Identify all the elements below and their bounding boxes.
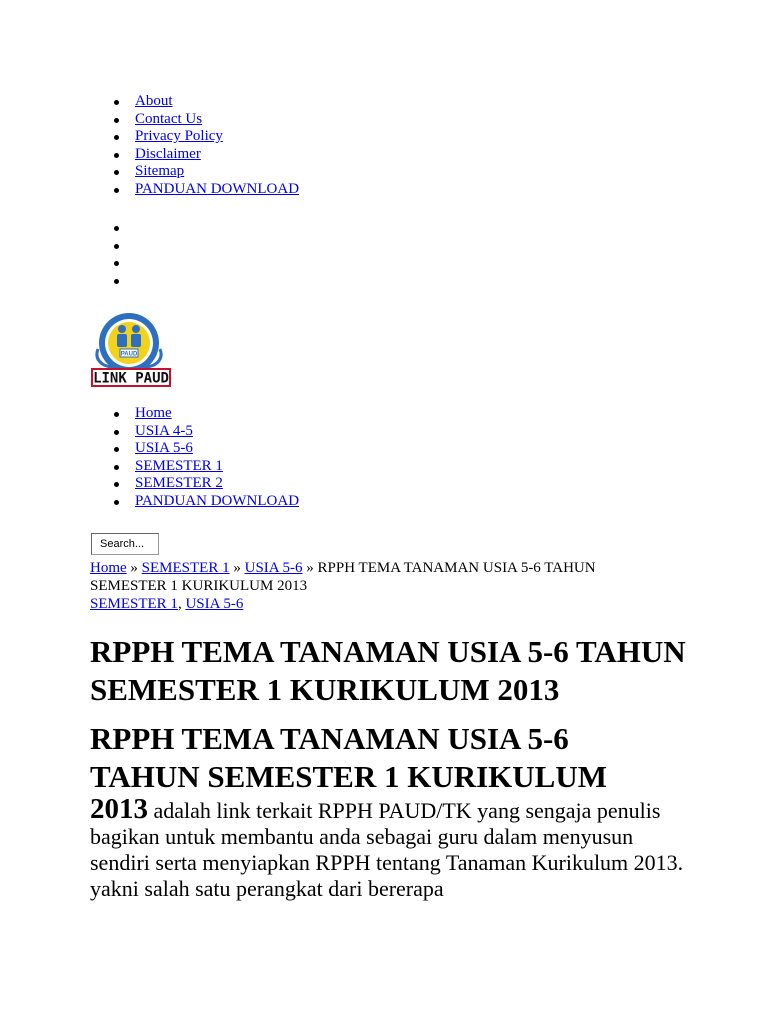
category-link-usia[interactable]: USIA 5-6 bbox=[185, 596, 244, 612]
nav-link-semester-1[interactable]: SEMESTER 1 bbox=[135, 457, 223, 474]
top-menu-link-sitemap[interactable]: Sitemap bbox=[135, 163, 185, 180]
top-menu bbox=[111, 93, 299, 199]
nav-item-home bbox=[111, 405, 299, 423]
post-paragraph bbox=[90, 793, 690, 902]
search-input[interactable]: Search... bbox=[91, 533, 159, 555]
top-menu-link-contact[interactable]: Contact Us bbox=[135, 110, 203, 127]
top-menu-link-panduan[interactable]: PANDUAN DOWNLOAD bbox=[135, 180, 300, 197]
post-categories bbox=[90, 595, 243, 613]
top-menu-link-privacy[interactable]: Privacy Policy bbox=[135, 128, 223, 145]
social-item[interactable] bbox=[111, 254, 135, 272]
category-link-semester[interactable]: SEMESTER 1 bbox=[90, 596, 178, 612]
main-nav bbox=[111, 405, 299, 511]
top-menu-link-about[interactable]: About bbox=[135, 93, 173, 109]
site-logo[interactable] bbox=[90, 309, 172, 389]
breadcrumb-semester-link[interactable]: SEMESTER 1 bbox=[141, 560, 230, 576]
top-menu-link-disclaimer[interactable]: Disclaimer bbox=[135, 145, 201, 162]
social-item[interactable] bbox=[111, 272, 135, 290]
logo-badge-text: PAUD bbox=[120, 351, 138, 358]
logo-text: LINK PAUD bbox=[93, 370, 169, 387]
social-list bbox=[111, 219, 135, 289]
breadcrumb-separator: » bbox=[126, 560, 142, 576]
nav-link-usia-5-6[interactable]: USIA 5-6 bbox=[135, 440, 193, 457]
top-menu-item-sitemap bbox=[111, 163, 299, 181]
nav-link-panduan[interactable]: PANDUAN DOWNLOAD bbox=[135, 492, 300, 509]
post-lead-year: 2013 bbox=[90, 793, 148, 825]
nav-link-usia-4-5[interactable]: USIA 4-5 bbox=[135, 422, 193, 439]
top-menu-item-privacy bbox=[111, 128, 299, 146]
logo-emblem-icon bbox=[90, 309, 172, 389]
top-menu-item-contact bbox=[111, 111, 299, 129]
post-heading: RPPH TEMA TANAMAN USIA 5-6 TAHUN SEMESTER 1 KURIKULUM bbox=[90, 721, 608, 794]
post-body bbox=[90, 720, 690, 902]
breadcrumb-separator: » bbox=[302, 560, 318, 576]
nav-item-semester-2 bbox=[111, 475, 299, 493]
top-menu-item-about bbox=[111, 93, 299, 111]
nav-item-usia-4-5 bbox=[111, 423, 299, 441]
social-item[interactable] bbox=[111, 237, 135, 255]
nav-link-home[interactable]: Home bbox=[135, 405, 172, 421]
nav-item-usia-5-6 bbox=[111, 440, 299, 458]
post-title: RPPH TEMA TANAMAN USIA 5-6 TAHUN SEMESTER 1 KURIKULUM 2013 bbox=[90, 634, 686, 707]
nav-item-panduan bbox=[111, 493, 299, 511]
breadcrumb-home-link[interactable]: Home bbox=[90, 560, 127, 576]
breadcrumb-separator: » bbox=[229, 560, 245, 576]
nav-link-semester-2[interactable]: SEMESTER 2 bbox=[135, 475, 223, 492]
breadcrumb bbox=[90, 559, 650, 595]
social-item[interactable] bbox=[111, 219, 135, 237]
breadcrumb-usia-link[interactable]: USIA 5-6 bbox=[244, 560, 303, 576]
category-separator: , bbox=[177, 596, 186, 612]
breadcrumb-current: RPPH TEMA TANAMAN USIA 5-6 TAHUN SEMESTER 1 KURIKULUM 2013 bbox=[90, 560, 596, 594]
nav-item-semester-1 bbox=[111, 458, 299, 476]
top-menu-item-panduan bbox=[111, 181, 299, 199]
top-menu-item-disclaimer bbox=[111, 146, 299, 164]
post-body-text: adalah link terkait RPPH PAUD/TK yang sengaja penulis bagikan untuk membantu anda sebagai guru dalam menyusun sendiri serta menyiapkan RPPH tentang Tanaman Kurikulum 2013. yakni salah satu perangkat dari bererapa bbox=[90, 798, 684, 901]
